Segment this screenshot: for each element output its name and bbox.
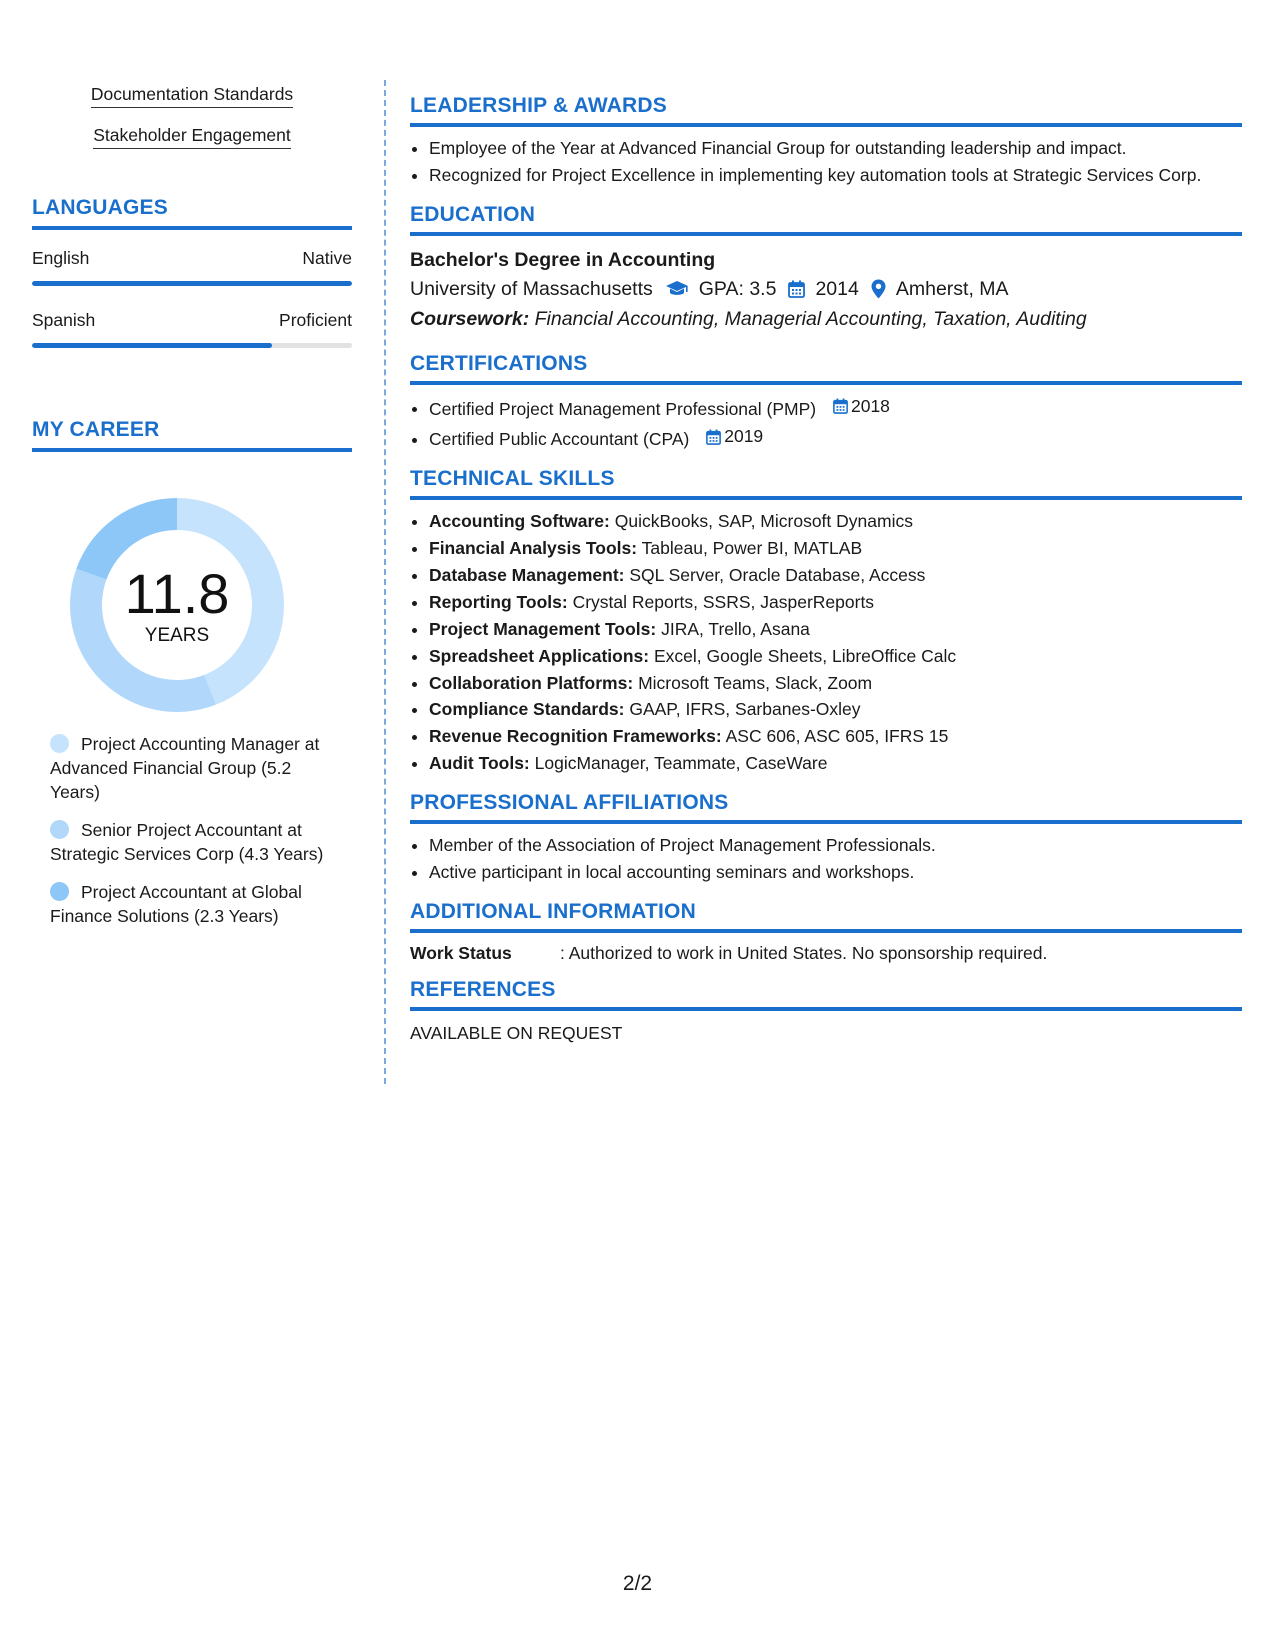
additional-information-section: [410, 900, 1242, 964]
page-number: 2/2: [622, 1572, 653, 1595]
list-item: [429, 423, 1242, 453]
coursework-label: Coursework:: [410, 307, 530, 330]
skill-category: Audit Tools:: [429, 753, 530, 774]
degree-title: Bachelor's Degree in Accounting: [410, 248, 716, 271]
map-pin-icon: [871, 279, 886, 299]
career-total: 11.8: [124, 562, 230, 625]
certification-year: 2019: [724, 425, 764, 446]
skill-values: Excel, Google Sheets, LibreOffice Calc: [653, 645, 957, 666]
skill-values: LogicManager, Teammate, CaseWare: [534, 753, 828, 774]
list-item: [429, 723, 1242, 750]
section-heading: REFERENCES: [410, 978, 1242, 1011]
language-bar-fill: [32, 343, 272, 348]
certification-name: Certified Project Management Professional (PMP): [429, 398, 817, 419]
skill-category: Collaboration Platforms:: [429, 672, 634, 693]
right-column: [410, 94, 1242, 1058]
language-name: Spanish: [32, 310, 96, 330]
column-divider: [384, 80, 386, 1084]
skill-category: Revenue Recognition Frameworks:: [429, 726, 722, 747]
language-name: English: [32, 248, 90, 268]
technical-skills-section: [410, 467, 1242, 777]
leadership-section: [410, 94, 1242, 189]
certification-year: 2018: [850, 395, 890, 416]
education-details: [410, 274, 1242, 304]
left-column: [32, 84, 352, 942]
skill-category: Financial Analysis Tools:: [429, 538, 638, 558]
career-unit: YEARS: [144, 625, 210, 646]
skill-values: SQL Server, Oracle Database, Access: [629, 564, 926, 585]
skill-values: Microsoft Teams, Slack, Zoom: [638, 672, 873, 693]
calendar-icon: [833, 398, 848, 414]
career-donut: [32, 492, 352, 732]
skill-category: Compliance Standards:: [429, 699, 625, 720]
language-item: [32, 248, 352, 286]
section-heading: CERTIFICATIONS: [410, 352, 1242, 385]
list-item: [429, 508, 1242, 535]
career-dot: [50, 734, 69, 753]
affiliations-section: [410, 791, 1242, 886]
education-section: [410, 203, 1242, 334]
skill-values: JIRA, Trello, Asana: [661, 618, 810, 639]
section-heading: LEADERSHIP & AWARDS: [410, 94, 1242, 127]
skill-values: Tableau, Power BI, MATLAB: [641, 538, 863, 558]
skill-values: Crystal Reports, SSRS, JasperReports: [572, 591, 875, 612]
list-item: [429, 750, 1242, 777]
language-bar-fill: [32, 281, 352, 286]
references-text: AVAILABLE ON REQUEST: [410, 1022, 623, 1043]
list-item: [429, 535, 1242, 562]
list-item: • Active participant in local accounting seminars and workshops.: [429, 859, 1242, 886]
graduation-cap-icon: [665, 280, 689, 298]
skill-values: ASC 606, ASC 605, IFRS 15: [725, 726, 949, 747]
coursework-list: Financial Accounting, Managerial Accounting, Taxation, Auditing: [534, 307, 1087, 330]
school-location: Amherst, MA: [895, 277, 1009, 300]
section-heading: ADDITIONAL INFORMATION: [410, 900, 1242, 933]
career-dot: [50, 882, 69, 901]
languages-heading: LANGUAGES: [32, 196, 352, 230]
career-item-text: Project Accounting Manager at Advanced Financial Group (5.2 Years): [50, 734, 320, 802]
list-item: [429, 670, 1242, 697]
coursework: [410, 304, 1242, 334]
work-status-value: : Authorized to work in United States. No sponsorship required.: [560, 942, 1048, 963]
career-item-text: Senior Project Accountant at Strategic Services Corp (4.3 Years): [50, 820, 324, 864]
gpa: GPA: 3.5: [698, 277, 777, 300]
skill-tag: Documentation Standards: [91, 84, 293, 108]
school-name: University of Massachusetts: [410, 277, 653, 300]
list-item: • Recognized for Project Excellence in implementing key automation tools at Strategic Services Corp.: [429, 162, 1242, 189]
skill-category: Database Management:: [429, 564, 625, 585]
career-item: [50, 732, 340, 804]
calendar-icon: [706, 429, 721, 445]
list-item: • Member of the Association of Project Management Professionals.: [429, 832, 1242, 859]
language-bar: [32, 281, 352, 286]
list-item: • Employee of the Year at Advanced Financial Group for outstanding leadership and impact.: [429, 135, 1242, 162]
list-item: [429, 589, 1242, 616]
section-heading: TECHNICAL SKILLS: [410, 467, 1242, 500]
graduation-year: 2014: [815, 277, 859, 300]
career-item: [50, 818, 340, 866]
work-status-label: Work Status: [410, 942, 512, 963]
list-item: [429, 616, 1242, 643]
certification-name: Certified Public Accountant (CPA): [429, 428, 690, 449]
language-item: [32, 310, 352, 348]
career-item-text: Project Accountant at Global Finance Solutions (2.3 Years): [50, 882, 302, 926]
career-item: [50, 880, 340, 928]
language-level: Proficient: [279, 310, 352, 330]
language-level: Native: [302, 248, 352, 268]
skill-category: Accounting Software:: [429, 511, 610, 532]
career-heading: MY CAREER: [32, 418, 352, 452]
skill-category: Reporting Tools:: [429, 591, 568, 612]
skill-values: QuickBooks, SAP, Microsoft Dynamics: [614, 511, 913, 532]
section-heading: EDUCATION: [410, 203, 1242, 236]
skill-values: GAAP, IFRS, Sarbanes-Oxley: [629, 699, 861, 720]
career-list: [32, 732, 352, 928]
list-item: [429, 393, 1242, 423]
certifications-section: [410, 352, 1242, 454]
skill-category: Spreadsheet Applications:: [429, 645, 650, 666]
calendar-icon: [788, 280, 805, 298]
career-dot: [50, 820, 69, 839]
skill-category: Project Management Tools:: [429, 618, 657, 639]
references-section: [410, 978, 1242, 1044]
section-heading: PROFESSIONAL AFFILIATIONS: [410, 791, 1242, 824]
language-bar: [32, 343, 352, 348]
list-item: [429, 696, 1242, 723]
list-item: [429, 643, 1242, 670]
skill-tag: Stakeholder Engagement: [93, 125, 291, 149]
list-item: [429, 562, 1242, 589]
